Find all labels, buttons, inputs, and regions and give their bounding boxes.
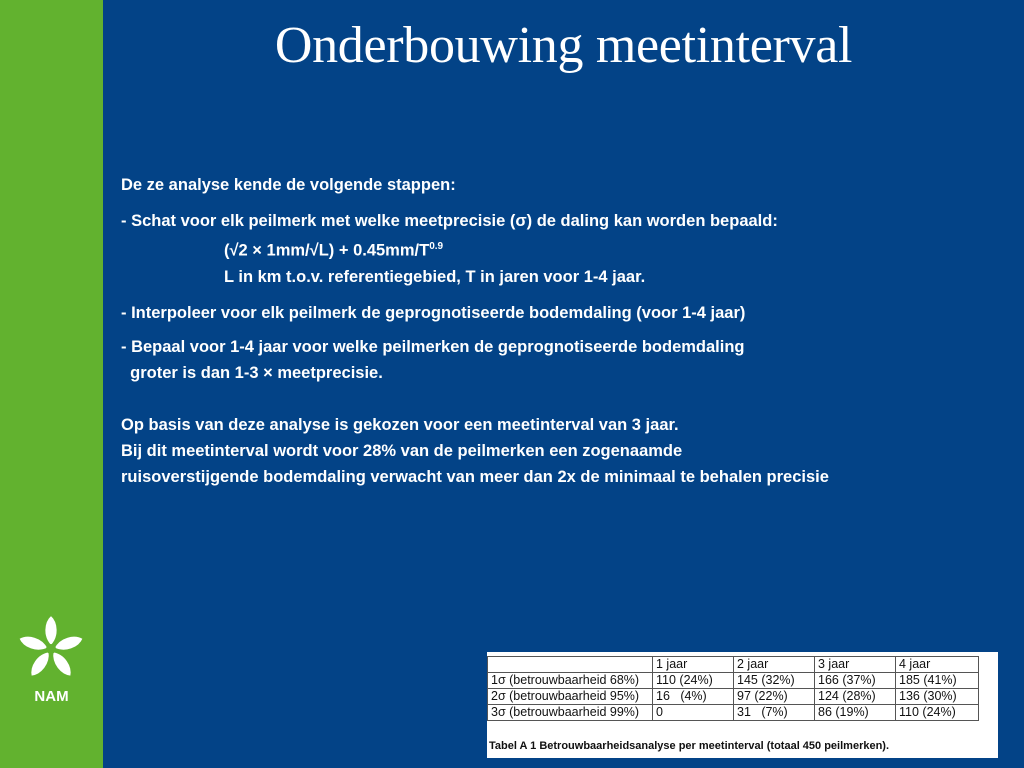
table-cell: 110 (24%) — [896, 705, 979, 721]
table-cell: 0 — [653, 705, 734, 721]
table-header-cell: 3 jaar — [815, 657, 896, 673]
reliability-table-figure — [487, 652, 998, 758]
table-cell: 124 (28%) — [815, 689, 896, 705]
table-cell: 110 (24%) — [653, 673, 734, 689]
table-header-cell: 1 jaar — [653, 657, 734, 673]
conclusion-line-2: Bij dit meetinterval wordt voor 28% van de peilmerken een zogenaamde — [121, 441, 683, 460]
formula-text: (√2 × 1mm/√L) + 0.45mm/T — [224, 241, 430, 260]
step-1-formula — [121, 234, 1001, 264]
table-cell: 166 (37%) — [815, 673, 896, 689]
conclusion-line-1: Op basis van deze analyse is gekozen voor een meetinterval van 3 jaar. — [121, 415, 679, 434]
table-cell: 2σ (betrouwbaarheid 95%) — [488, 689, 653, 705]
table-cell: 136 (30%) — [896, 689, 979, 705]
intro-text: De ze analyse kende de volgende stappen: — [121, 176, 456, 194]
slide-title: Onderbouwing meetinterval — [274, 17, 853, 74]
table-cell: 185 (41%) — [896, 673, 979, 689]
step-3-line-1: - Bepaal voor 1-4 jaar voor welke peilmerken de geprognotiseerde bodemdaling — [121, 337, 745, 356]
nam-logo-icon — [18, 614, 84, 684]
table-cell: 1σ (betrouwbaarheid 68%) — [488, 673, 653, 689]
table-cell: 86 (19%) — [815, 705, 896, 721]
table-header-row — [488, 657, 979, 673]
table-row — [488, 705, 979, 721]
step-2: - Interpoleer voor elk peilmerk de geprognotiseerde bodemdaling (voor 1-4 jaar) — [121, 303, 746, 322]
reliability-table — [487, 656, 979, 721]
sidebar — [0, 0, 103, 768]
step-3-line-2: groter is dan 1-3 × meetprecisie. — [121, 363, 383, 382]
step-1: - Schat voor elk peilmerk met welke meetprecisie (σ) de daling kan worden bepaald: — [121, 212, 778, 230]
step-1-note: L in km t.o.v. referentiegebied, T in jaren voor 1-4 jaar. — [224, 267, 646, 286]
table-cell: 16 (4%) — [653, 689, 734, 705]
table-row — [488, 673, 979, 689]
table-header-cell: 2 jaar — [734, 657, 815, 673]
table-caption: Tabel A 1 Betrouwbaarheidsanalyse per meetinterval (totaal 450 peilmerken). — [489, 740, 890, 752]
formula-exponent: 0.9 — [429, 241, 444, 252]
table-cell: 3σ (betrouwbaarheid 99%) — [488, 705, 653, 721]
table-cell: 31 (7%) — [734, 705, 815, 721]
slide-body — [121, 172, 1001, 490]
logo-text: NAM — [34, 688, 69, 705]
conclusion-line-3: ruisoverstijgende bodemdaling verwacht van meer dan 2x de minimaal te behalen precisie — [121, 467, 829, 486]
table-cell: 145 (32%) — [734, 673, 815, 689]
table-header-cell — [488, 657, 653, 673]
table-cell: 97 (22%) — [734, 689, 815, 705]
table-row — [488, 689, 979, 705]
table-header-cell: 4 jaar — [896, 657, 979, 673]
